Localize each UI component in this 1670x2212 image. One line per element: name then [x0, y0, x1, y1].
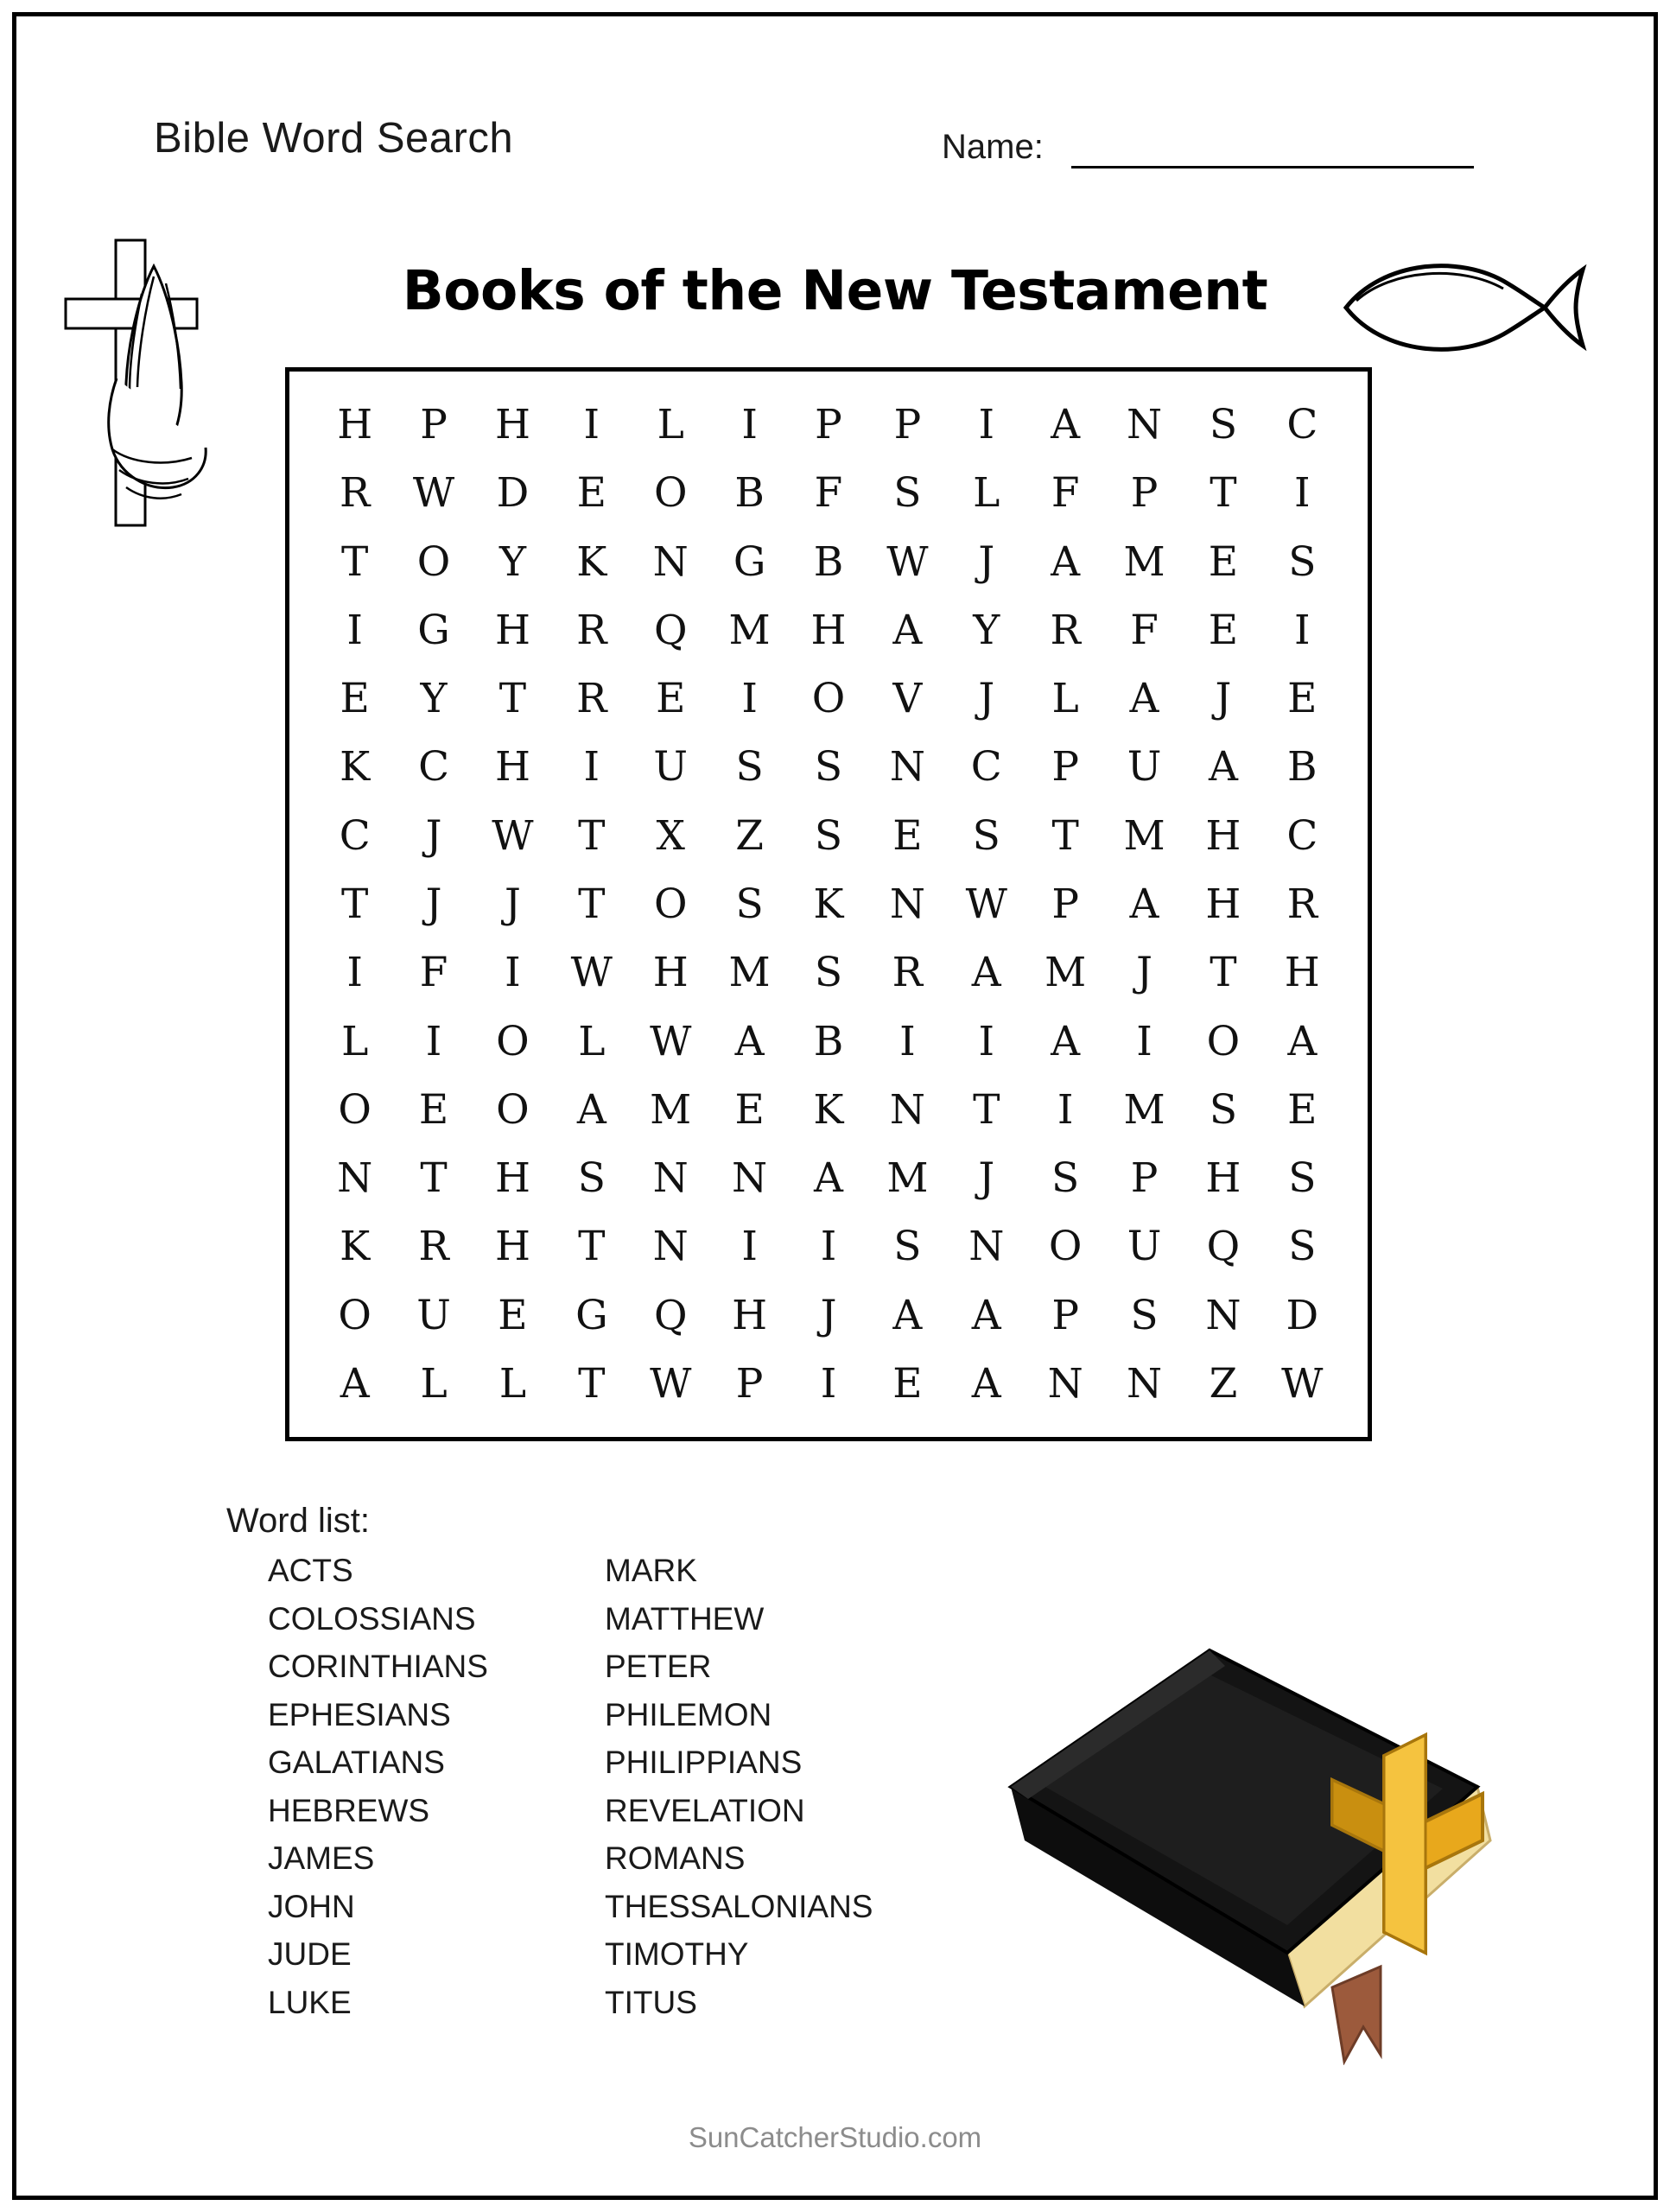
grid-cell[interactable]: L	[657, 401, 684, 449]
grid-cell[interactable]: F	[1130, 606, 1159, 654]
grid-cell[interactable]: B	[813, 537, 844, 586]
grid-cell[interactable]: T	[420, 1154, 448, 1203]
grid-cell[interactable]: I	[346, 606, 363, 654]
grid-cell[interactable]: G	[575, 1291, 608, 1339]
grid-cell[interactable]: M	[728, 949, 771, 997]
grid-cell[interactable]: I	[741, 675, 758, 723]
grid-cell[interactable]: J	[1136, 949, 1152, 997]
grid-cell[interactable]: O	[338, 1291, 371, 1339]
grid-cell[interactable]: K	[813, 880, 844, 928]
word-list-label: Word list:	[226, 1502, 370, 1540]
grid-cell[interactable]: D	[496, 469, 530, 518]
grid-cell[interactable]: K	[340, 743, 371, 791]
grid-cell[interactable]: R	[1286, 880, 1318, 928]
word-list-column-2	[605, 1547, 873, 2026]
grid-cell[interactable]: E	[1287, 675, 1318, 723]
grid-cell[interactable]: W	[412, 469, 455, 518]
grid-cell[interactable]: E	[734, 1085, 765, 1134]
grid-cell[interactable]: S	[735, 880, 764, 928]
grid-cell[interactable]: I	[1057, 1085, 1074, 1134]
grid-cell[interactable]: I	[978, 401, 995, 449]
grid-cell[interactable]: S	[1130, 1291, 1159, 1339]
word-list-item[interactable]: EPHESIANS	[268, 1696, 451, 1732]
grid-cell[interactable]: R	[576, 606, 607, 654]
grid-cell[interactable]: J	[978, 1154, 995, 1203]
grid-cell[interactable]: Z	[735, 811, 764, 860]
puzzle-title: Books of the New Testament	[402, 259, 1268, 322]
grid-cell[interactable]: R	[1050, 606, 1081, 654]
grid-cell[interactable]: L	[973, 469, 1000, 518]
grid-cell[interactable]: I	[505, 949, 521, 997]
grid-cell[interactable]: I	[583, 743, 600, 791]
grid-cell[interactable]: M	[886, 1154, 929, 1203]
grid-cell[interactable]: I	[583, 401, 600, 449]
grid-cell[interactable]: O	[496, 1085, 530, 1134]
grid-cell[interactable]: A	[1129, 880, 1159, 928]
grid-cell[interactable]: N	[1047, 1359, 1083, 1408]
word-list-item[interactable]: JUDE	[268, 1936, 352, 1972]
grid-cell[interactable]: A	[1051, 537, 1081, 586]
grid-cell[interactable]: M	[1123, 537, 1165, 586]
grid-cell[interactable]: U	[1127, 743, 1162, 791]
grid-cell[interactable]: A	[1051, 1017, 1081, 1065]
grid-cell[interactable]: J	[505, 880, 521, 928]
word-list-item[interactable]: PHILEMON	[605, 1696, 772, 1732]
grid-cell[interactable]: T	[1051, 811, 1079, 860]
grid-cell[interactable]: P	[1130, 1154, 1159, 1203]
grid-cell[interactable]: S	[893, 469, 922, 518]
grid-cell[interactable]: A	[576, 1085, 606, 1134]
grid-cell[interactable]: A	[1208, 743, 1238, 791]
word-list-item[interactable]: REVELATION	[605, 1792, 805, 1828]
grid-cell[interactable]: O	[1206, 1017, 1241, 1065]
grid-cell[interactable]: W	[886, 537, 929, 586]
word-list-item[interactable]: THESSALONIANS	[605, 1888, 873, 1924]
grid-cell[interactable]: J	[425, 880, 442, 928]
grid-cell[interactable]: W	[1281, 1359, 1324, 1408]
grid-cell[interactable]: P	[735, 1359, 764, 1408]
grid-cell[interactable]: S	[1288, 1223, 1317, 1271]
word-list-column-1	[268, 1547, 488, 2026]
grid-cell[interactable]: W	[492, 811, 534, 860]
word-list-item[interactable]: MATTHEW	[605, 1600, 765, 1637]
grid-cell[interactable]: I	[1294, 469, 1311, 518]
grid-cell[interactable]: J	[978, 537, 995, 586]
bible-with-cross-icon	[994, 1581, 1512, 2065]
grid-cell[interactable]: I	[741, 401, 758, 449]
grid-cell[interactable]: A	[971, 1359, 1001, 1408]
grid-cell[interactable]: B	[1287, 743, 1318, 791]
grid-cell[interactable]: A	[1051, 401, 1081, 449]
grid-cell[interactable]: M	[650, 1085, 692, 1134]
grid-cell[interactable]: M	[728, 606, 771, 654]
grid-cell[interactable]: N	[1126, 401, 1163, 449]
grid-cell[interactable]: A	[892, 1291, 923, 1339]
grid-cell[interactable]: Y	[498, 537, 526, 586]
grid-cell[interactable]: S	[1051, 1154, 1080, 1203]
grid-cell[interactable]: E	[656, 675, 686, 723]
grid-cell[interactable]: G	[417, 606, 450, 654]
grid-cell[interactable]: I	[1136, 1017, 1152, 1065]
grid-cell[interactable]: J	[820, 1291, 837, 1339]
grid-cell[interactable]: T	[578, 811, 606, 860]
grid-cell[interactable]: E	[1287, 1085, 1318, 1134]
grid-cell[interactable]: T	[578, 1359, 606, 1408]
grid-cell[interactable]: E	[892, 1359, 923, 1408]
grid-cell[interactable]: O	[653, 469, 688, 518]
grid-cell[interactable]: H	[810, 606, 847, 654]
grid-cell[interactable]: O	[496, 1017, 530, 1065]
word-list-item[interactable]: GALATIANS	[268, 1745, 445, 1780]
grid-cell[interactable]: D	[1286, 1291, 1319, 1339]
grid-cell[interactable]: E	[418, 1085, 449, 1134]
grid-cell[interactable]: W	[965, 880, 1007, 928]
grid-cell[interactable]: A	[1129, 675, 1159, 723]
grid-cell[interactable]: T	[498, 675, 527, 723]
grid-cell[interactable]: X	[656, 811, 685, 860]
grid-cell[interactable]: I	[899, 1017, 916, 1065]
grid-cell[interactable]: P	[815, 401, 842, 449]
grid-cell[interactable]: K	[813, 1085, 844, 1134]
grid-cell[interactable]: O	[811, 675, 846, 723]
grid-cell[interactable]: Y	[420, 675, 448, 723]
grid-cell[interactable]: N	[1205, 1291, 1241, 1339]
name-label: Name:	[942, 128, 1044, 166]
grid-cell[interactable]: N	[652, 1223, 689, 1271]
grid-cell[interactable]: P	[1051, 880, 1079, 928]
grid-cell[interactable]: F	[814, 469, 843, 518]
grid-cell[interactable]: G	[733, 537, 766, 586]
grid-cell[interactable]: A	[814, 1154, 843, 1203]
word-search-grid	[285, 367, 1372, 1441]
grid-cell[interactable]: W	[650, 1017, 692, 1065]
grid-cell[interactable]: C	[418, 743, 450, 791]
grid-cell[interactable]: T	[341, 537, 369, 586]
grid-cell[interactable]: R	[576, 675, 607, 723]
grid-cell[interactable]: H	[732, 1291, 768, 1339]
grid-cell[interactable]: L	[341, 1017, 369, 1065]
footer-credit: SunCatcherStudio.com	[688, 2121, 982, 2153]
grid-cell[interactable]: M	[1123, 811, 1165, 860]
grid-cell[interactable]: P	[1130, 469, 1159, 518]
grid-cell[interactable]: R	[892, 949, 924, 997]
grid-cell[interactable]: T	[1210, 469, 1237, 518]
grid-cell[interactable]: A	[734, 1017, 765, 1065]
grid-cell[interactable]: U	[653, 743, 689, 791]
grid-cell[interactable]: A	[971, 949, 1001, 997]
grid-cell[interactable]: I	[425, 1017, 442, 1065]
grid-cell[interactable]: N	[1126, 1359, 1163, 1408]
grid-cell[interactable]: H	[337, 401, 373, 449]
grid-cell[interactable]: U	[416, 1291, 451, 1339]
name-write-line[interactable]	[1071, 166, 1474, 168]
word-list-item[interactable]: JAMES	[268, 1840, 375, 1876]
grid-cell[interactable]: S	[1288, 537, 1317, 586]
grid-cell[interactable]: Q	[653, 606, 688, 654]
grid-cell[interactable]: I	[820, 1223, 837, 1271]
grid-cell[interactable]: S	[1209, 401, 1238, 449]
grid-cell[interactable]: P	[893, 401, 922, 449]
grid-cell[interactable]: H	[494, 606, 530, 654]
grid-cell[interactable]: E	[892, 811, 923, 860]
grid-cell[interactable]: B	[813, 1017, 844, 1065]
grid-cell[interactable]: C	[1286, 401, 1318, 449]
grid-cell[interactable]: J	[978, 675, 995, 723]
grid-cell[interactable]: S	[1288, 1154, 1317, 1203]
grid-cell[interactable]: U	[1127, 1223, 1162, 1271]
grid-cell[interactable]: Y	[973, 606, 1000, 654]
grid-cell[interactable]: H	[1205, 880, 1241, 928]
grid-cell[interactable]: F	[1051, 469, 1080, 518]
grid-cell[interactable]: P	[1051, 1291, 1079, 1339]
word-list-item[interactable]: JOHN	[268, 1888, 355, 1924]
grid-cell[interactable]: O	[653, 880, 688, 928]
grid-cell[interactable]: Z	[1209, 1359, 1238, 1408]
grid-cell[interactable]: I	[1294, 606, 1311, 654]
grid-cell[interactable]: J	[425, 811, 442, 860]
grid-cell[interactable]: H	[1284, 949, 1320, 997]
grid-cell[interactable]: I	[820, 1359, 837, 1408]
grid-cell[interactable]: C	[1286, 811, 1318, 860]
page-title: Bible Word Search	[154, 115, 514, 162]
word-list-item[interactable]: ROMANS	[605, 1840, 746, 1876]
grid-cell[interactable]: C	[339, 811, 371, 860]
grid-cell[interactable]: O	[338, 1085, 371, 1134]
grid-cell[interactable]: H	[652, 949, 689, 997]
grid-cell[interactable]: E	[498, 1291, 528, 1339]
grid-cell[interactable]: E	[1208, 606, 1239, 654]
grid-cell[interactable]: T	[578, 880, 606, 928]
word-list-item[interactable]: CORINTHIANS	[268, 1649, 488, 1684]
grid-cell[interactable]: H	[1205, 811, 1241, 860]
grid-cell[interactable]: R	[339, 469, 371, 518]
grid-cell[interactable]: P	[1051, 743, 1079, 791]
grid-cell[interactable]: K	[340, 1223, 371, 1271]
grid-cell[interactable]: N	[889, 880, 925, 928]
grid-cell[interactable]: E	[576, 469, 606, 518]
grid-cell[interactable]: O	[1048, 1223, 1083, 1271]
grid-cell[interactable]: P	[420, 401, 448, 449]
grid-cell[interactable]: S	[735, 743, 764, 791]
word-list-item[interactable]: ACTS	[268, 1553, 353, 1588]
grid-cell[interactable]: I	[978, 1017, 995, 1065]
grid-cell[interactable]: N	[652, 537, 689, 586]
grid-cell[interactable]: L	[578, 1017, 606, 1065]
grid-cell[interactable]: T	[578, 1223, 606, 1271]
grid-cell[interactable]: Q	[1206, 1223, 1241, 1271]
grid-cell[interactable]: Q	[653, 1291, 688, 1339]
grid-cell[interactable]: F	[419, 949, 448, 997]
grid-cell[interactable]: S	[814, 949, 843, 997]
grid-cell[interactable]: K	[576, 537, 607, 586]
word-list-item[interactable]: HEBREWS	[268, 1792, 430, 1828]
grid-cell[interactable]: A	[971, 1291, 1001, 1339]
word-list-item[interactable]: TIMOTHY	[605, 1936, 749, 1972]
word-list-item[interactable]: LUKE	[268, 1984, 352, 2020]
grid-cell[interactable]: R	[418, 1223, 449, 1271]
grid-cell[interactable]: N	[889, 1085, 925, 1134]
grid-cell[interactable]: I	[741, 1223, 758, 1271]
grid-cell[interactable]: E	[1208, 537, 1239, 586]
grid-cell[interactable]: H	[494, 1154, 530, 1203]
grid-cell[interactable]: H	[494, 743, 530, 791]
grid-cell[interactable]: J	[1215, 675, 1232, 723]
grid-cell[interactable]: L	[498, 1359, 527, 1408]
grid-cell[interactable]: T	[341, 880, 369, 928]
word-list-item[interactable]: TITUS	[605, 1984, 697, 2020]
grid-cell[interactable]: S	[893, 1223, 922, 1271]
grid-cell[interactable]: A	[1287, 1017, 1318, 1065]
grid-cell[interactable]: W	[570, 949, 613, 997]
grid-cell[interactable]: M	[1123, 1085, 1165, 1134]
grid-cell[interactable]: T	[973, 1085, 1000, 1134]
grid-cell[interactable]: H	[1205, 1154, 1241, 1203]
grid-cell[interactable]: N	[652, 1154, 689, 1203]
grid-cell[interactable]: L	[420, 1359, 448, 1408]
grid-cell[interactable]: N	[337, 1154, 373, 1203]
grid-cell[interactable]: M	[1045, 949, 1087, 997]
grid-cell[interactable]: W	[650, 1359, 692, 1408]
grid-cell[interactable]: S	[1209, 1085, 1238, 1134]
grid-cell[interactable]: H	[494, 1223, 530, 1271]
word-list-item[interactable]: PHILIPPIANS	[605, 1745, 803, 1780]
grid-cell[interactable]: E	[340, 675, 370, 723]
grid-cell[interactable]: S	[577, 1154, 606, 1203]
grid-cell[interactable]: N	[889, 743, 925, 791]
grid-cell[interactable]: A	[892, 606, 923, 654]
grid-cell[interactable]: O	[416, 537, 451, 586]
word-list-item[interactable]: PETER	[605, 1649, 712, 1684]
grid-cell[interactable]: T	[1210, 949, 1237, 997]
grid-cell[interactable]: S	[972, 811, 1000, 860]
grid-cell[interactable]: H	[494, 401, 530, 449]
grid-cell[interactable]: A	[340, 1359, 370, 1408]
grid-cell[interactable]: S	[814, 811, 843, 860]
grid-cell[interactable]: B	[734, 469, 765, 518]
grid-cell[interactable]: N	[968, 1223, 1005, 1271]
grid-cell[interactable]: I	[346, 949, 363, 997]
grid-cell[interactable]: S	[814, 743, 843, 791]
grid-cell[interactable]: C	[970, 743, 1002, 791]
word-list-item[interactable]: COLOSSIANS	[268, 1600, 476, 1637]
grid-cell[interactable]: L	[1051, 675, 1079, 723]
grid-cell[interactable]: N	[732, 1154, 768, 1203]
grid-cell[interactable]: V	[892, 675, 923, 723]
word-list-item[interactable]: MARK	[605, 1553, 697, 1588]
grid-letters	[289, 372, 1368, 1437]
